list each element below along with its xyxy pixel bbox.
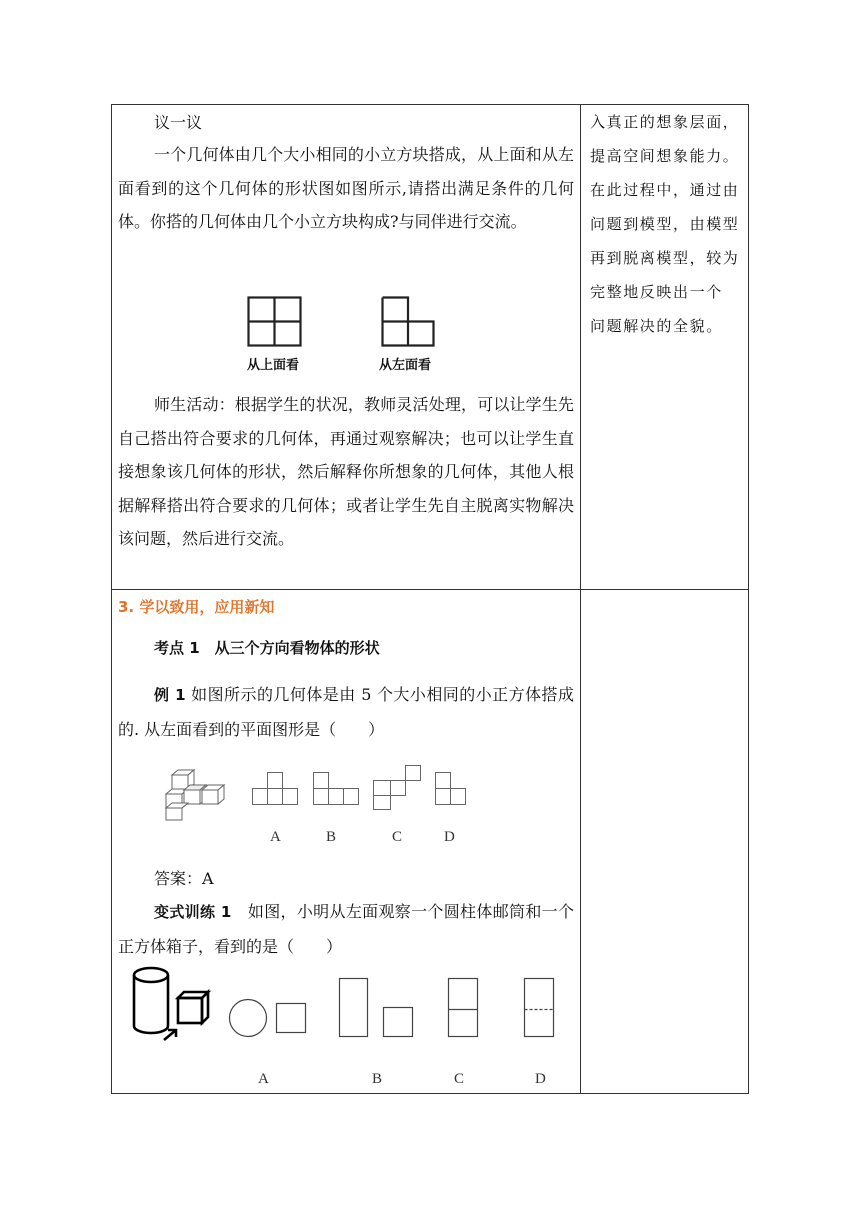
left-view-caption: 从左面看 xyxy=(379,358,432,373)
side-note-line: 再到脱离模型，较为 xyxy=(590,249,740,267)
discussion-paragraph: 一个几何体由几个大小相同的小立方块搭成，从上面和从左面看到的这个几何体的形状图如图所示,请搭出满足条件的几何体。你搭的几何体由几个小立方块构成?与同伴进行交流。 xyxy=(118,145,574,231)
variant-paragraph xyxy=(118,895,574,963)
column-divider xyxy=(580,104,581,1094)
example-paragraph xyxy=(118,678,574,746)
example-label: 例 1 xyxy=(154,686,186,704)
example-text: 如图所示的几何体是由 5 个大小相同的小正方体搭成的. 从左面看到的平面图形是（ ） xyxy=(118,685,574,739)
variant-option-a-figure xyxy=(229,998,309,1038)
variant-label: 变式训练 1 xyxy=(154,903,232,921)
top-view-figure xyxy=(247,296,303,348)
side-note-line: 问题到模型，由模型 xyxy=(590,215,740,233)
activity-paragraph: 师生活动：根据学生的状况，教师灵活处理，可以让学生先自己搭出符合要求的几何体，再通过观察解决；也可以让学生直接想象该几何体的形状，然后解释你所想象的几何体，其他人根据解释搭出符合要求的几何体；或者让学生先自主脱离实物解决该问题，然后进行交流。 xyxy=(118,395,574,548)
discussion-heading: 议一议 xyxy=(154,113,203,132)
answer-text: 答案：A xyxy=(154,869,214,888)
variant-option-label: A xyxy=(258,1071,269,1087)
variant-option-label: D xyxy=(535,1071,546,1087)
variant-option-c-figure xyxy=(446,977,480,1039)
side-note-line: 提高空间想象能力。 xyxy=(590,147,740,165)
variant-text: 如图，小明从左面观察一个圆柱体邮筒和一个正方体箱子，看到的是（ ） xyxy=(118,902,574,956)
option-c-figure xyxy=(373,763,425,811)
side-note-line: 完整地反映出一个 xyxy=(590,283,723,301)
variant-option-label: B xyxy=(372,1071,383,1087)
kaodian-heading: 考点 1 从三个方向看物体的形状 xyxy=(154,639,380,657)
option-d-figure xyxy=(435,770,471,806)
side-note-line: 入真正的想象层面， xyxy=(590,113,740,131)
variant-option-label: C xyxy=(454,1071,465,1087)
example-solid-figure xyxy=(162,770,236,820)
option-b-figure xyxy=(313,770,363,806)
side-note xyxy=(590,105,742,343)
cylinder-and-cube-figure xyxy=(130,966,214,1042)
side-note-line: 问题解决的全貌。 xyxy=(590,317,723,335)
option-a-figure xyxy=(252,770,302,806)
example-option-label: B xyxy=(326,829,337,845)
section-title: 3. 学以致用，应用新知 xyxy=(118,598,275,616)
top-view-caption: 从上面看 xyxy=(247,358,300,373)
variant-option-b-figure xyxy=(339,977,415,1039)
side-note-line: 在此过程中，通过由 xyxy=(590,181,740,199)
variant-option-d-figure xyxy=(522,977,556,1039)
example-option-label: A xyxy=(270,829,281,845)
example-option-label: D xyxy=(444,829,455,845)
left-view-figure xyxy=(381,296,437,348)
row-divider xyxy=(111,589,749,590)
example-option-label: C xyxy=(392,829,403,845)
